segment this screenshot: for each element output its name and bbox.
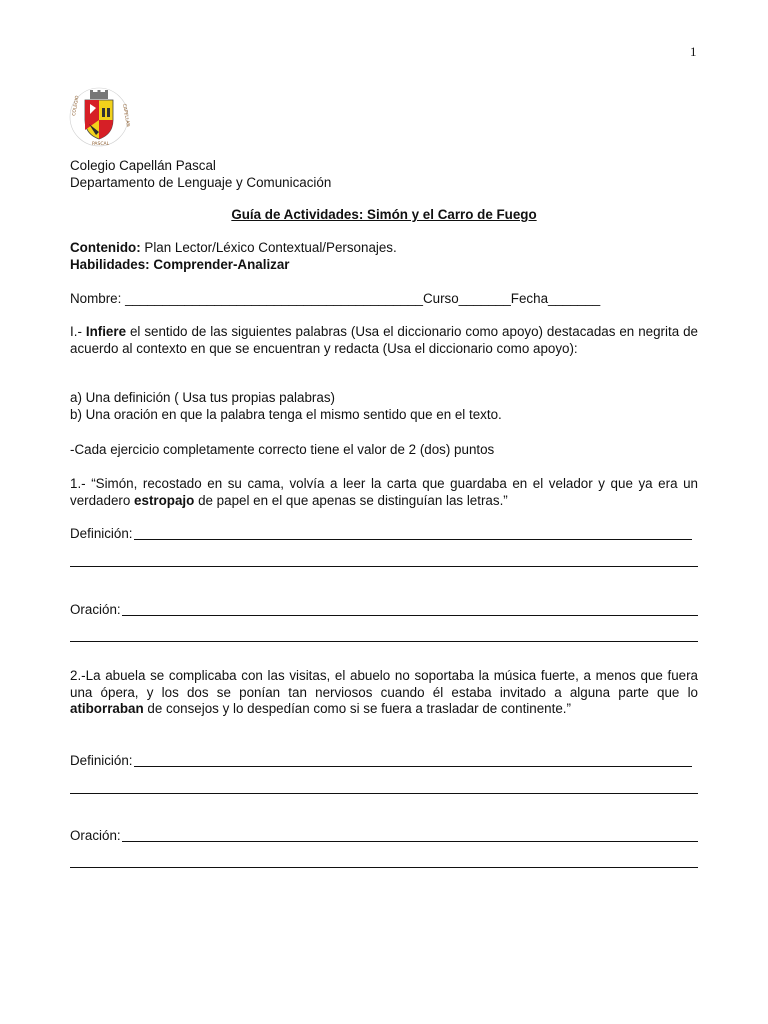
exercise-2-definition-line-2[interactable] [70,793,698,794]
exercise-2-after: de consejos y lo despedían como si se fuera a trasladar de continente.” [147,701,571,716]
instruction-keyword: Infiere [85,324,127,339]
habilidades-value: Comprender-Analizar [153,256,290,272]
logo-text-left: COLEGIO [72,95,81,117]
exercise-1-before: 1.- “Simón, recostado en su cama, volvía a leer la carta que guardaba en el velador y que ya era un verdadero [70,476,698,508]
exercise-1-sentence-field[interactable] [70,602,698,618]
contenido-value: Plan Lector/Léxico Contextual/Personajes. [144,240,397,255]
student-info-fields[interactable]: Nombre: ________________________________________Curso_______Fecha_______ [70,291,601,306]
logo-text-bottom: PASCAL [92,142,110,147]
exercise-2-definition-field[interactable] [70,753,692,769]
content-skills [70,240,698,273]
instruction-text: el sentido de las siguientes palabras (Usa el diccionario como apoyo) destacadas en negrita de acuerdo al contexto en que se encuentran y redacta (Usa el diccionario como apoyo): [70,324,698,356]
instruction [70,324,698,357]
school-name: Colegio Capellán Pascal [70,158,216,173]
worksheet-title: Guía de Actividades: Simón y el Carro de Fuego [231,207,537,222]
sentence-line[interactable] [122,614,698,616]
scoring-note: -Cada ejercicio completamente correcto tiene el valor de 2 (dos) puntos [70,442,495,457]
exercise-2-text [70,668,698,718]
sentence-line[interactable] [122,840,698,842]
definition-label: Definición: [70,525,133,541]
exercise-2-sentence-line-2[interactable] [70,867,698,868]
exercise-1-sentence-line-2[interactable] [70,641,698,642]
exercise-2-sentence-field[interactable] [70,828,698,844]
page-number: 1 [690,44,697,59]
contenido-line [70,240,698,257]
contenido-label: Contenido: [70,240,141,255]
definition-line[interactable] [134,765,692,767]
instruction-prefix: I.- [70,324,82,339]
option-b: b) Una oración en que la palabra tenga el mismo sentido que en el texto. [70,406,502,422]
school-crest-logo [68,86,130,148]
exercise-2-before: 2.-La abuela se complicaba con las visitas, el abuelo no soportaba la música fuerte, a menos que fuera una ópera, y los dos se ponían tan nerviosos cuando él estaba invitado a alguna parte que lo [70,668,698,700]
answer-options [70,390,698,423]
exercise-1-definition-field[interactable] [70,526,692,542]
department-name: Departamento de Lenguaje y Comunicación [70,174,332,190]
definition-line[interactable] [134,538,692,540]
school-header [70,158,331,191]
habilidades-label: Habilidades: [70,256,150,272]
sentence-label: Oración: [70,601,121,617]
exercise-1-after: de papel en el que apenas se distinguían las letras.” [198,492,508,508]
sentence-label: Oración: [70,827,121,843]
exercise-1-text [70,476,698,509]
habilidades-line [70,257,698,274]
definition-label: Definición: [70,752,133,768]
logo-text-right: CAPELLÁN [121,103,130,128]
exercise-2-word: atiborraban [70,701,144,716]
exercise-1-definition-line-2[interactable] [70,566,698,567]
exercise-1-word: estropajo [134,492,195,508]
option-a: a) Una definición ( Usa tus propias palabras) [70,390,335,405]
